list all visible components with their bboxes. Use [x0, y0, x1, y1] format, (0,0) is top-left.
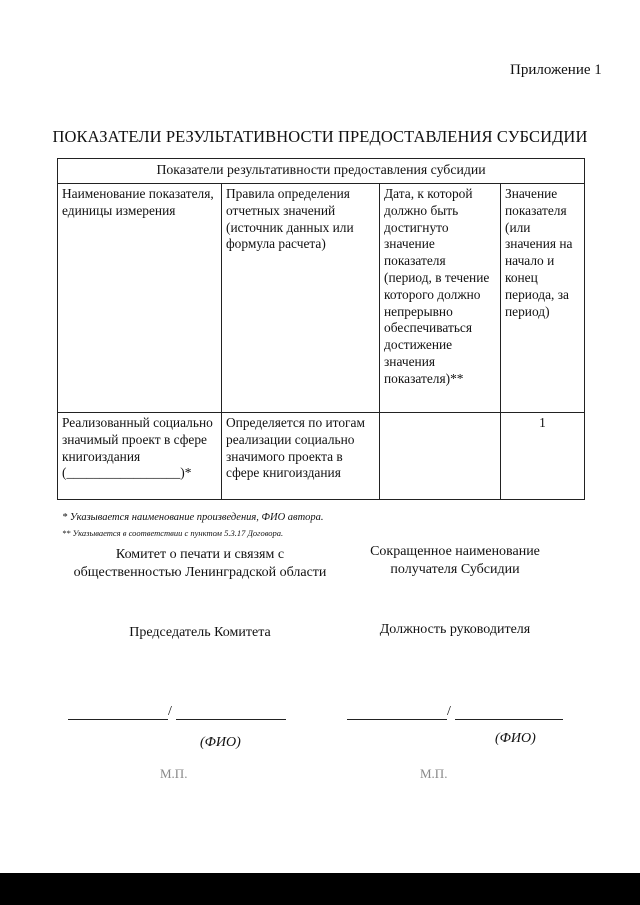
cell-indicator-name: Реализованный социально значимый проект в сфере книгоиздания (_________________)* [58, 413, 222, 500]
cell-rule: Определяется по итогам реализации социально значимого проекта в сфере книгоиздания [222, 413, 380, 500]
chairman-position: Председатель Комитета [129, 625, 271, 640]
signature-line-right [347, 719, 447, 720]
stamp-placeholder-right: М.П. [420, 766, 448, 781]
appendix-label: Приложение 1 [510, 62, 602, 78]
committee-name: Комитет о печати и связям с общественностью Ленинградской области [73, 547, 327, 580]
recipient-name: Сокращенное наименование получателя Субсидии [370, 544, 540, 577]
fio-label-left: (ФИО) [200, 735, 241, 750]
signature-line-left [68, 719, 168, 720]
header-value: Значение показателя (или значения на начало и конец периода, за период) [501, 184, 585, 413]
fio-line-left [176, 719, 286, 720]
header-indicator-name: Наименование показателя, единицы измерения [58, 184, 222, 413]
scan-border-bottom [0, 873, 640, 905]
table-row [58, 413, 585, 500]
table-header-row [58, 184, 585, 413]
head-position: Должность руководителя [379, 622, 531, 637]
cell-date [380, 413, 501, 500]
table-caption: Показатели результативности предоставления субсидии [58, 159, 585, 184]
stamp-placeholder-left: М.П. [160, 766, 188, 781]
indicators-table [57, 158, 585, 500]
signature-separator-right: / [447, 704, 451, 719]
footnote-author: * Указывается наименование произведения, ФИО автора. [62, 512, 324, 523]
document-title: ПОКАЗАТЕЛИ РЕЗУЛЬТАТИВНОСТИ ПРЕДОСТАВЛЕНИЯ СУБСИДИИ [52, 127, 588, 146]
header-date: Дата, к которой должно быть достигнуто значение показателя (период, в течение которого должно непрерывно обеспечиваться достижение значения показателя)** [380, 184, 501, 413]
fio-line-right [455, 719, 563, 720]
fio-label-right: (ФИО) [495, 731, 536, 746]
footnote-contract: ** Указывается в соответствии с пунктом 5.3.17 Договора. [62, 528, 284, 538]
signature-separator-left: / [168, 704, 172, 719]
cell-value: 1 [501, 413, 585, 500]
header-rules: Правила определения отчетных значений (источник данных или формула расчета) [222, 184, 380, 413]
